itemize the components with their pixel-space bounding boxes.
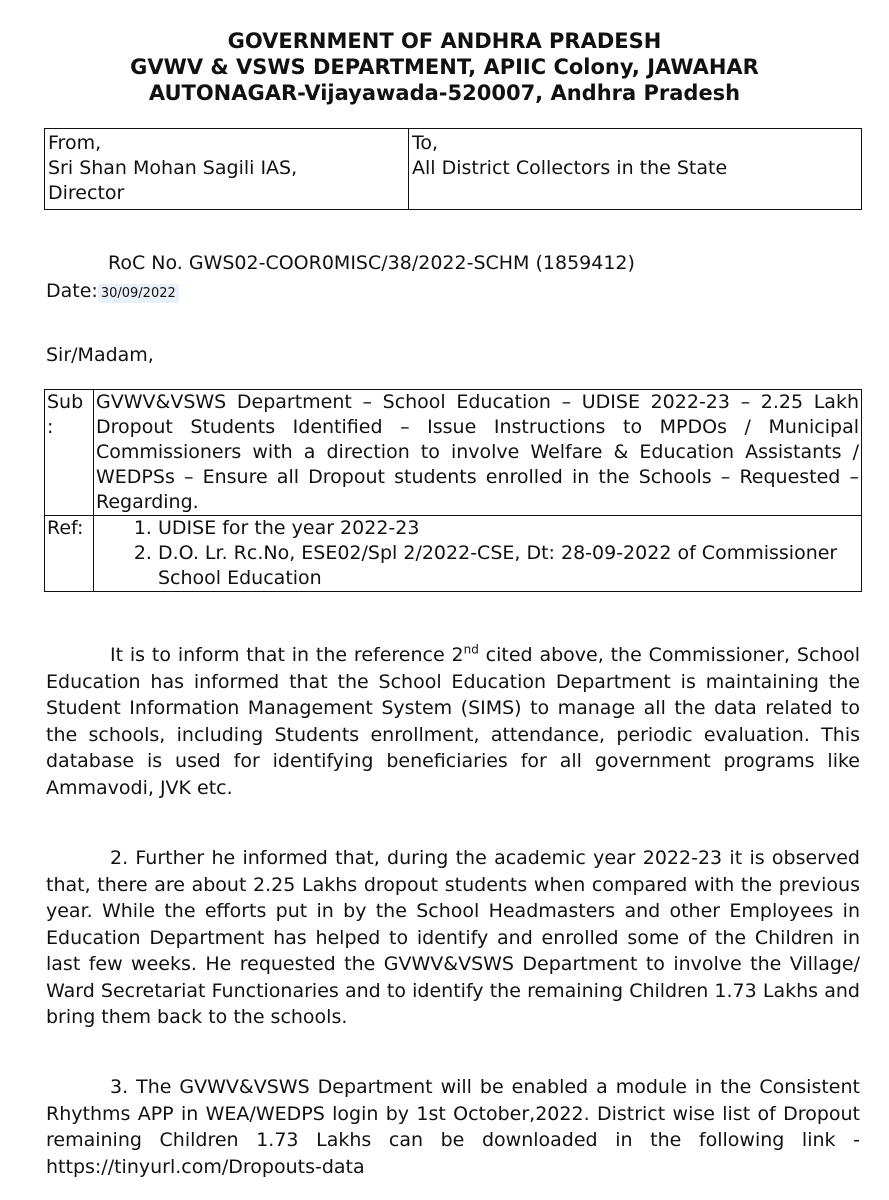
date-line (46, 280, 179, 302)
paragraph-2: 2. Further he informed that, during the academic year 2022-23 it is observed that, there are about 2.25 Lakhs dropout students when compared with the previous year. While the efforts put in by the School Headmasters and other Employees in Education Department has helped to identify and enrolled some of the Children in last few weeks. He requested the GVWV&VSWS Department to involve the Village/ Ward Secretariat Functionaries and to identify the remaining Children 1.73 Lakhs and bring them back to the schools. (46, 847, 860, 1028)
paragraph-3: 3. The GVWV&VSWS Department will be enabled a module in the Consistent Rhythms APP in WEA/WEDPS login by 1st October,2022. District wise list of Dropout remaining Children 1.73 Lakhs can be downloaded in the following link - https://tinyurl.com/Dropouts-data (46, 1076, 860, 1178)
paragraph-1 (46, 642, 860, 801)
ordinal-superscript: nd (463, 642, 479, 657)
reference-item: 1. UDISE for the year 2022-23 (158, 516, 859, 541)
letterhead-line-2: GVWV & VSWS DEPARTMENT, APIIC Colony, JAWAHAR (130, 55, 759, 79)
letterhead (0, 28, 889, 106)
letterhead-line-3: AUTONAGAR-Vijayawada-520007, Andhra Pradesh (148, 81, 741, 105)
to-label: To, (412, 132, 439, 154)
reference-cell (94, 516, 862, 592)
subject-row (45, 390, 862, 516)
from-designation: Director (48, 182, 125, 204)
roc-number: RoC No. GWS02-COOR0MISC/38/2022-SCHM (1859412) (108, 252, 635, 274)
reference-item: 2. D.O. Lr. Rc.No, ESE02/Spl 2/2022-CSE, Dt: 28-09-2022 of Commissioner School Education (158, 541, 859, 591)
reference-list (96, 516, 859, 591)
salutation: Sir/Madam, (46, 344, 154, 366)
letterhead-line-1: GOVERNMENT OF ANDHRA PRADESH (227, 29, 662, 53)
subject-reference-table (44, 389, 862, 592)
paragraph-1-rest: cited above, the Commissioner, School Education has informed that the School Education Department is maintaining the Student Information Management System (SIMS) to manage all the data related to the schools, including Students enrollment, attendance, periodic evaluation. This database is used for identifying beneficiaries for all government programs like Ammavodi, JVK etc. (46, 644, 861, 799)
to-cell (409, 129, 861, 209)
reference-label: Ref: (45, 516, 94, 592)
date-label: Date: (46, 280, 98, 302)
from-name: Sri Shan Mohan Sagili IAS, (48, 157, 298, 179)
from-label: From, (48, 132, 102, 154)
to-recipient: All District Collectors in the State (412, 157, 728, 179)
date-value: 30/09/2022 (98, 284, 179, 303)
from-to-box (44, 128, 862, 210)
from-cell (45, 129, 409, 209)
subject-label: Sub : (45, 390, 94, 516)
paragraph-1-start: It is to inform that in the reference 2 (110, 644, 464, 666)
reference-row (45, 516, 862, 592)
subject-text: GVWV&VSWS Department – School Education – UDISE 2022-23 – 2.25 Lakh Dropout Students Identified – Issue Instructions to MPDOs / Municipal Commissioners with a direction to involve Welfare & Education Assistants / WEDPSs – Ensure all Dropout students enrolled in the Schools – Requested – Regarding. (94, 390, 862, 516)
